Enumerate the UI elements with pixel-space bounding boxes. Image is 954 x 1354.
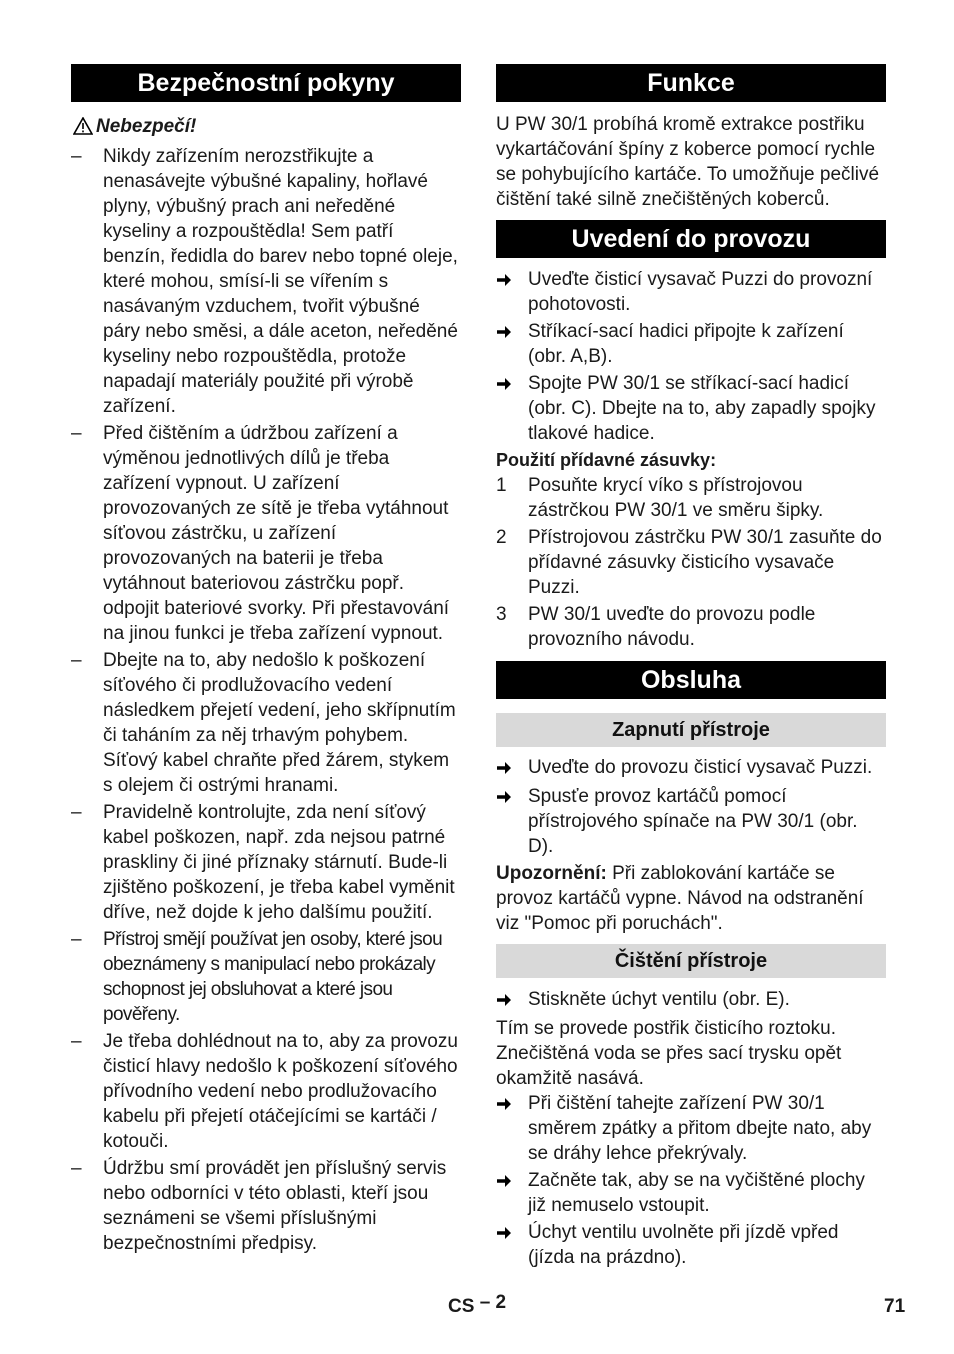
dash-bullet: – xyxy=(71,929,82,950)
note-paragraph xyxy=(496,861,886,936)
list-item-text: Nikdy zařízením nerozstřikujte a nenasávejte výbušné kapaliny, hořlavé plyny, výbušný prach ani neředěné kyseliny a rozpouštědla! Sem patří benzín, ředidla do barev nebo topné oleje, které mohou, smísí-li se vířením s nasávaným vzduchem, tvořit výbušné páry nebo směsi, a dále aceton, neředěné kyseliny nebo rozpouštědla, protože napadají materiály použité při výrobě zařízení. xyxy=(103,146,458,417)
arrow-icon xyxy=(496,987,528,1014)
section-heading-startup: Uvedení do provozu xyxy=(496,220,886,258)
arrow-icon xyxy=(496,755,528,782)
numbered-item xyxy=(496,602,886,652)
dash-bullet: – xyxy=(71,146,82,167)
function-text: U PW 30/1 probíhá kromě extrakce postřiku vykartáčování špíny z koberce pomocí rychle se pohybujícího kartáče. To umožňuje pečlivé čištění také silně znečištěných koberců. xyxy=(496,114,880,210)
list-item xyxy=(71,421,461,646)
numbered-item xyxy=(496,473,886,523)
dash-bullet: – xyxy=(71,1031,82,1052)
left-column xyxy=(71,64,461,1258)
footer-lang-page: – 2 xyxy=(479,1292,507,1313)
list-item-text: Začněte tak, aby se na vyčištěné plochy již nemuselo vstoupit. xyxy=(528,1170,865,1216)
note-text: Při zablokování kartáče se provoz kartáčů vypne. Návod na odstranění viz "Pomoc při poruchách". xyxy=(496,863,864,934)
numbered-item-text: Posuňte krycí víko s přístrojovou zástrčkou PW 30/1 ve směru šipky. xyxy=(528,475,824,521)
list-item-text: Stříkací-sací hadici připojte k zařízení (obr. A,B). xyxy=(528,321,844,367)
list-item xyxy=(496,755,886,782)
warning-icon xyxy=(73,117,93,135)
subsection-heading-power-on: Zapnutí přístroje xyxy=(496,713,886,747)
danger-label xyxy=(71,114,461,139)
list-item xyxy=(496,1168,886,1218)
list-item-text: Spojte PW 30/1 se stříkací-sací hadicí (obr. C). Dbejte na to, aby zapadly spojky tlakové hadice. xyxy=(528,373,876,444)
list-item-text: Před čištěním a údržbou zařízení a výměnou jednotlivých dílů je třeba zařízení vypnout. U zařízení provozovaných ze sítě je třeba vytáhnout síťovou zástrčku, u zařízení provozovaných na baterii je třeba vytáhnout bateriovou zástrčku popř. odpojit bateriové svorky. Při přestavování na jinou funkci je třeba zařízení vypnout. xyxy=(103,423,450,644)
section-heading-operation: Obsluha xyxy=(496,661,886,699)
list-item-text: Pravidelně kontrolujte, zda není síťový kabel poškozen, např. zda nejsou patrné praskliny či jiné příznaky stárnutí. Bude-li zjištěno poškození, je třeba kabel vyměnit dříve, než dojde k jeho dalšímu použití. xyxy=(103,802,455,923)
arrow-icon xyxy=(496,371,528,446)
list-item xyxy=(71,648,461,798)
right-column xyxy=(496,64,886,1272)
arrow-icon xyxy=(496,784,528,859)
list-item-text: Spusťe provoz kartáčů pomocí přístrojového spínače na PW 30/1 (obr. D). xyxy=(528,786,858,857)
dash-bullet: – xyxy=(71,802,82,823)
note-label: Upozornění: xyxy=(496,863,607,884)
list-item xyxy=(496,319,886,369)
list-item xyxy=(496,1220,886,1270)
page-number: 71 xyxy=(884,1296,906,1317)
list-item xyxy=(71,1156,461,1256)
dash-bullet: – xyxy=(71,650,82,671)
list-item-text: Dbejte na to, aby nedošlo k poškození síťového či prodlužovacího vedení následkem přejetí vedení, jeho skřípnutím či taháním za něj trhavým pohybem. Síťový kabel chraňte před žárem, stykem s olejem či ostrými hranami. xyxy=(103,650,456,796)
numbered-item-text: PW 30/1 uveďte do provozu podle provozního návodu. xyxy=(528,604,816,650)
arrow-icon xyxy=(496,1220,528,1270)
list-item-text: Údržbu smí provádět jen příslušný servis nebo odborníci v této oblasti, kteří jsou seznámeni se všemi příslušnými bezpečnostními předpisy. xyxy=(103,1158,447,1254)
list-item xyxy=(496,784,886,859)
danger-text: Nebezpečí! xyxy=(96,116,197,137)
list-item xyxy=(496,987,886,1014)
list-item-text: Je třeba dohlédnout na to, aby za provozu čisticí hlavy nedošlo k poškození síťového přívodního vedení nebo prodlužovacího kabelu při přejetí otáčejícími se kartáči / kotouči. xyxy=(103,1031,458,1152)
numbered-item xyxy=(496,525,886,600)
list-item xyxy=(71,927,461,1027)
list-item-text: Při čištění tahejte zařízení PW 30/1 směrem zpátky a přitom dbejte nato, aby se dráhy lehce překrývaly. xyxy=(528,1093,872,1164)
list-item xyxy=(496,371,886,446)
list-item-text: Uveďte do provozu čisticí vysavač Puzzi. xyxy=(528,757,873,778)
numbered-item-text: Přístrojovou zástrčku PW 30/1 zasuňte do přídavné zásuvky čisticího vysavače Puzzi. xyxy=(528,527,882,598)
list-item xyxy=(496,267,886,317)
dash-bullet: – xyxy=(71,423,82,444)
list-item xyxy=(71,144,461,419)
list-item-text: Stiskněte úchyt ventilu (obr. E). xyxy=(528,989,790,1010)
arrow-icon xyxy=(496,267,528,317)
list-item-text: Uveďte čisticí vysavač Puzzi do provozní pohotovosti. xyxy=(528,269,873,315)
footer-lang: CS xyxy=(448,1296,475,1317)
step-number: 1 xyxy=(496,475,507,496)
section-heading-safety: Bezpečnostní pokyny xyxy=(71,64,461,102)
arrow-icon xyxy=(496,1091,528,1166)
list-item-text: Přístroj smějí používat jen osoby, které jsou obeznámeny s manipulací nebo prokázaly schopnost jej obsluhovat a které jsou pověřeny. xyxy=(103,929,443,1025)
section-heading-function: Funkce xyxy=(496,64,886,102)
list-item xyxy=(71,1029,461,1154)
step-number: 3 xyxy=(496,604,507,625)
cleaning-text: Tím se provede postřik čisticího roztoku. Znečištěná voda se přes sací trysku opět okamžitě nasává. xyxy=(496,1018,842,1089)
step-number: 2 xyxy=(496,527,507,548)
list-item xyxy=(496,1091,886,1166)
arrow-icon xyxy=(496,319,528,369)
list-item-text: Úchyt ventilu uvolněte při jízdě vpřed (jízda na prázdno). xyxy=(528,1222,839,1268)
footer-language-page xyxy=(448,1292,507,1318)
list-item xyxy=(71,800,461,925)
arrow-icon xyxy=(496,1168,528,1218)
dash-bullet: – xyxy=(71,1158,82,1179)
subsection-heading-cleaning: Čištění přístroje xyxy=(496,944,886,978)
subheading-extra-socket: Použití přídavné zásuvky: xyxy=(496,450,717,470)
